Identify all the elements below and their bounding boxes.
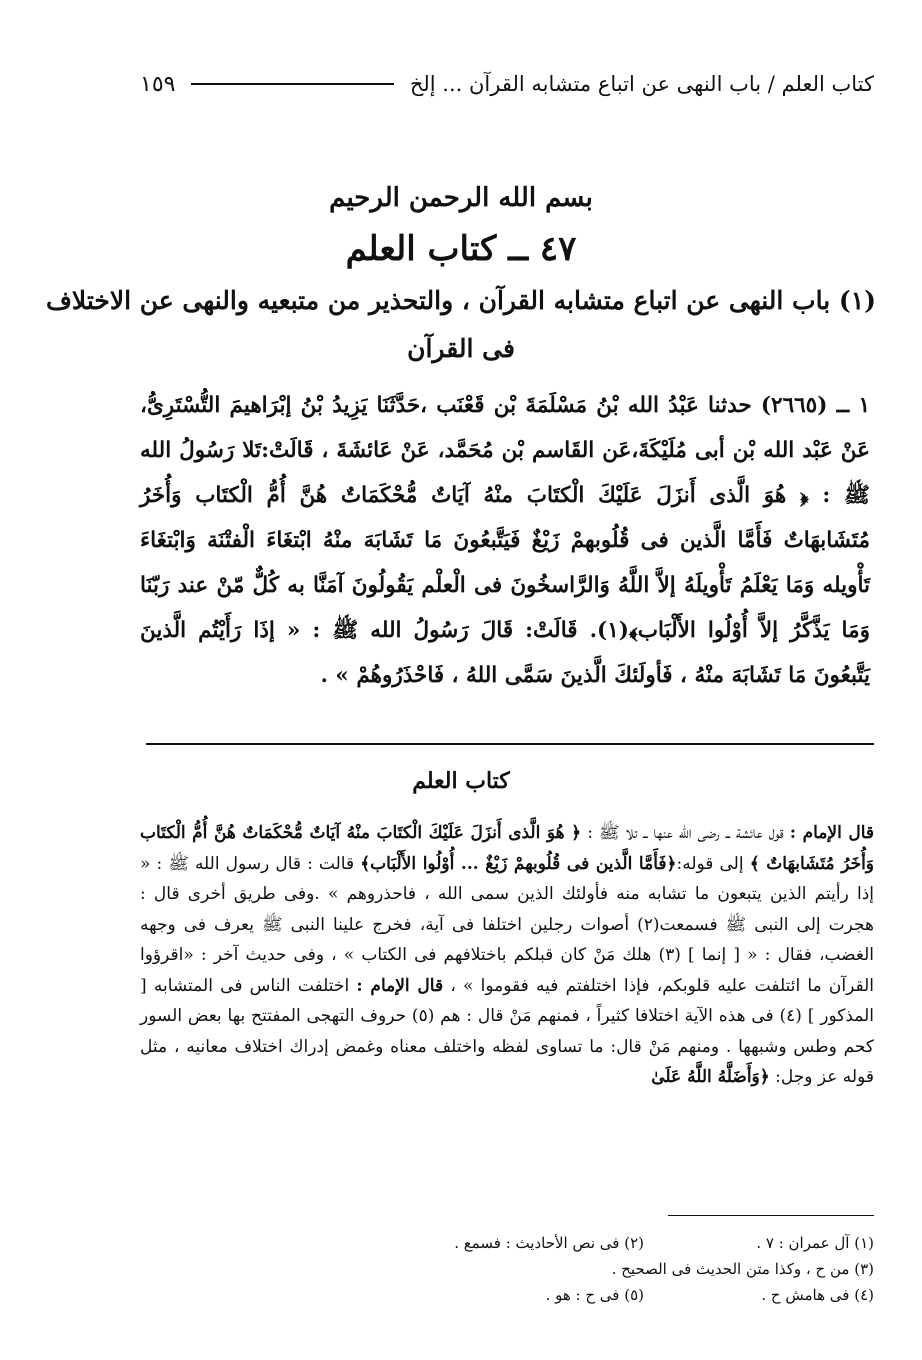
footnote: (٣) من ح ، وكذا متن الحديث فى الصحيح . <box>611 1260 874 1278</box>
footnote: (١) آل عمران : ٧ . <box>756 1234 874 1252</box>
book-title: ٤٧ ــ كتاب العلم <box>345 229 577 269</box>
footnote: (٢) فى نص الأحاديث : فسمع . <box>454 1234 644 1252</box>
commentary-part: إلى قوله: <box>676 853 744 874</box>
quran-quote: ﴿فَأَمَّا الَّذين فى قُلُوبهمْ زَيْغٌ ... أُوْلُوا الأَلْبَاب﴾ <box>360 853 677 874</box>
hadith-text: ١ ــ (٢٦٦٥) حدثنا عَبْدُ الله بْنُ مَسْلَمَةَ بْن قَعْنَب ،حَدَّثَنَا يَزِيدُ بْنُ إبْرَاهيمَ التُّسْتَرِىُّ، عَنْ عَبْد الله بْن أبى مُلَيْكَةَ،عَن القَاسم بْن مُحَمَّد، عَنْ عَائشَةَ ، قَالَتْ:تَلا رَسُولُ الله ﷺ : ﴿ هُوَ الَّذى أَنزَلَ عَلَيْكَ الْكتَابَ منْهُ آيَاتٌ مُّحْكَمَاتٌ هُنَّ أُمُّ الْكتَاب وَأُخَرُ مُتَشَابهَاتٌ فَأَمَّا الَّذين فى قُلُوبهمْ زَيْغٌ فَيَتَّبعُونَ مَا تَشَابَهَ منْهُ ابْتغَاءَ الْفتْنَة وَابْتغَاءَ تَأْويله وَمَا يَعْلَمُ تَأْويلَهُ إلاَّ اللَّهُ وَالرَّاسخُونَ فى الْعلْم يَقُولُونَ آمَنَّا به كُلٌّ مّنْ عند رَبّنَا وَمَا يَذَّكَّرُ إلاَّ أُوْلُوا الأَلْبَاب﴾(١). قَالَتْ: قَالَ رَسُولُ الله ﷺ : « إذَا رَأَيْتُم الَّذينَ يَتَّبعُونَ مَا تَشَابَهَ منْهُ ، فَأولَئكَ الَّذينَ سَمَّى اللهُ ، فَاحْذَرُوهُمْ » . <box>140 393 871 688</box>
commentary-part: قول عائشة ــ رضى الله عنها ــ تلا ﷺ : <box>587 823 784 843</box>
page-number: ١٥٩ <box>140 71 176 97</box>
section-divider <box>146 743 874 745</box>
running-title: كتاب العلم / باب النهى عن اتباع متشابه القرآن ... إلخ <box>409 72 874 96</box>
imam-label: قال الإمام : <box>356 975 444 996</box>
chapter-title: (١) باب النهى عن اتباع متشابه القرآن ، والتحذير من متبعيه والنهى عن الاختلاف فى القرآن <box>46 286 876 363</box>
quran-quote: ﴿وَأَضَلَّهُ اللَّهُ عَلَىٰ <box>651 1067 770 1087</box>
imam-label: قال الإمام : <box>789 823 875 843</box>
basmala: بسم الله الرحمن الرحيم <box>329 183 593 213</box>
chapter-heading <box>0 175 922 373</box>
commentary-text <box>140 818 874 1093</box>
quran-quote: ﴿ هُوَ الَّذى أَنزَلَ عَلَيْكَ الْكتَابَ منْهُ آيَاتٌ مُّحْكَمَاتٌ هُنَّ أُمُّ الْكتَاب وَأُخَرُ مُتَشَابهَاتٌ ﴾ <box>140 823 875 874</box>
header-rule <box>191 83 393 85</box>
commentary-part: اختلفت الناس فى المتشابه [ المذكور ] (٤) فى هذه الآية اختلافا كثيراً ، فمنهم مَنْ قال : هم (٥) حروف التهجى المفتتح بها بعض السور كحم وطس وشبهها . ومنهم مَنْ قال: ما تساوى لفظه واختلف معناه وغمض إدراك اختلاف معانيه ، مثل قوله عز وجل: <box>140 975 874 1087</box>
commentary-title: كتاب العلم <box>412 768 510 794</box>
footnote: (٥) فى ح : هو . <box>545 1286 644 1304</box>
footnote-divider <box>668 1215 874 1216</box>
footnote: (٤) فى هامش ح . <box>761 1286 874 1304</box>
running-header <box>140 64 874 104</box>
footnote-row <box>200 1256 874 1282</box>
footnote-row <box>200 1282 874 1308</box>
commentary-part: قالت : قال رسول الله ﷺ : « إذا رأيتم الذين يتبعون ما تشابه منه فأولئك الذين سمى الله ، فاحذروهم » .وفى طريق أخرى قال : هجرت إلى النبى ﷺ فسمعت(٢) أصوات رجلين اختلفا فى آية، فخرج علينا النبى ﷺ يعرف فى وجهه الغضب، فقال : « [ إنما ] (٣) هلك مَنْ كان قبلكم باختلافهم فى الكتاب » ، وفى حديث آخر : «اقرؤوا القرآن ما ائتلفت عليه قلوبكم، فإذا اختلفتم فيه فقوموا » ، <box>140 853 875 996</box>
footnote-row <box>200 1230 874 1256</box>
footnotes <box>200 1230 874 1308</box>
